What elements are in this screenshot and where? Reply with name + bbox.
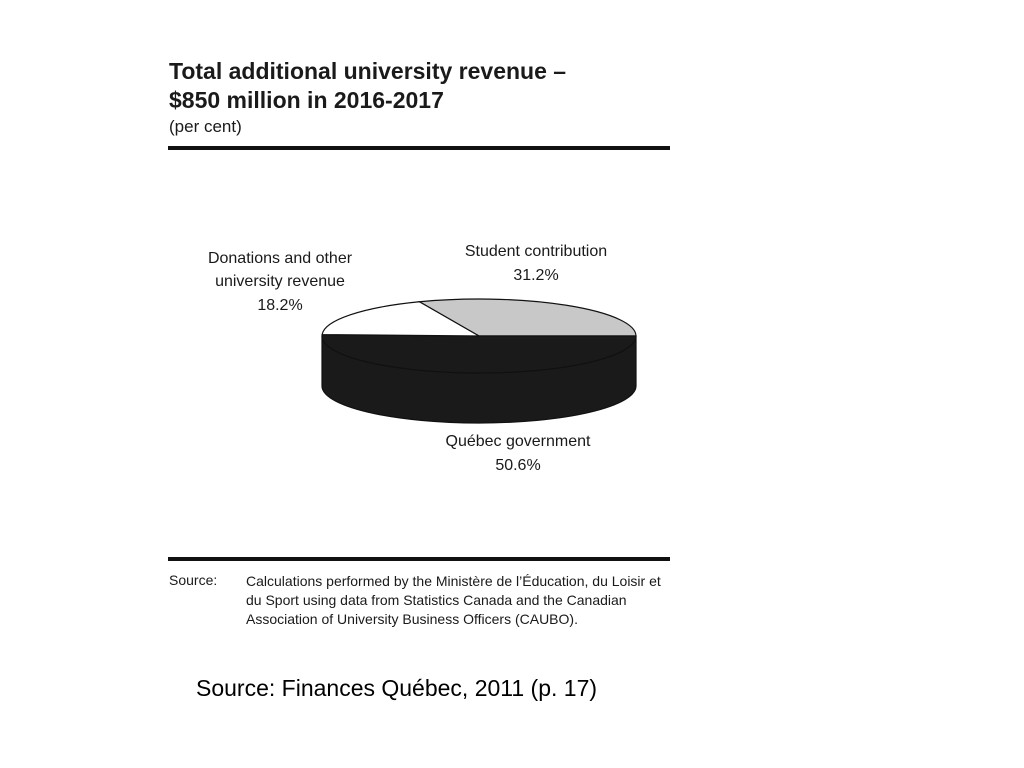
label-quebec-government-name: Québec government [445, 433, 591, 450]
label-quebec-government-value: 50.6% [495, 457, 541, 474]
label-donations-value: 18.2% [257, 297, 303, 314]
label-student-contribution-name: Student contribution [464, 243, 608, 260]
slide-caption: Source: Finances Québec, 2011 (p. 17) [196, 675, 598, 701]
pie-chart [168, 200, 670, 530]
label-student-contribution-value: 31.2% [513, 267, 559, 284]
chart-title-line-1: Total additional university revenue – [169, 58, 567, 84]
source-label: Source: [169, 572, 218, 588]
chart-title-line-2: $850 million in 2016-2017 [169, 87, 444, 113]
bottom-rule [168, 557, 670, 561]
chart-subtitle: (per cent) [169, 117, 242, 136]
label-donations-name-line-1: Donations and other [207, 250, 353, 267]
source-text: Calculations performed by the Ministère de l’Éducation, du Loisir et du Sport using data from Statistics Canada and the Canadian Association of University Business Officers (CAUBO). [246, 573, 661, 627]
label-donations-name-line-2: university revenue [215, 273, 345, 290]
top-rule [168, 146, 670, 150]
